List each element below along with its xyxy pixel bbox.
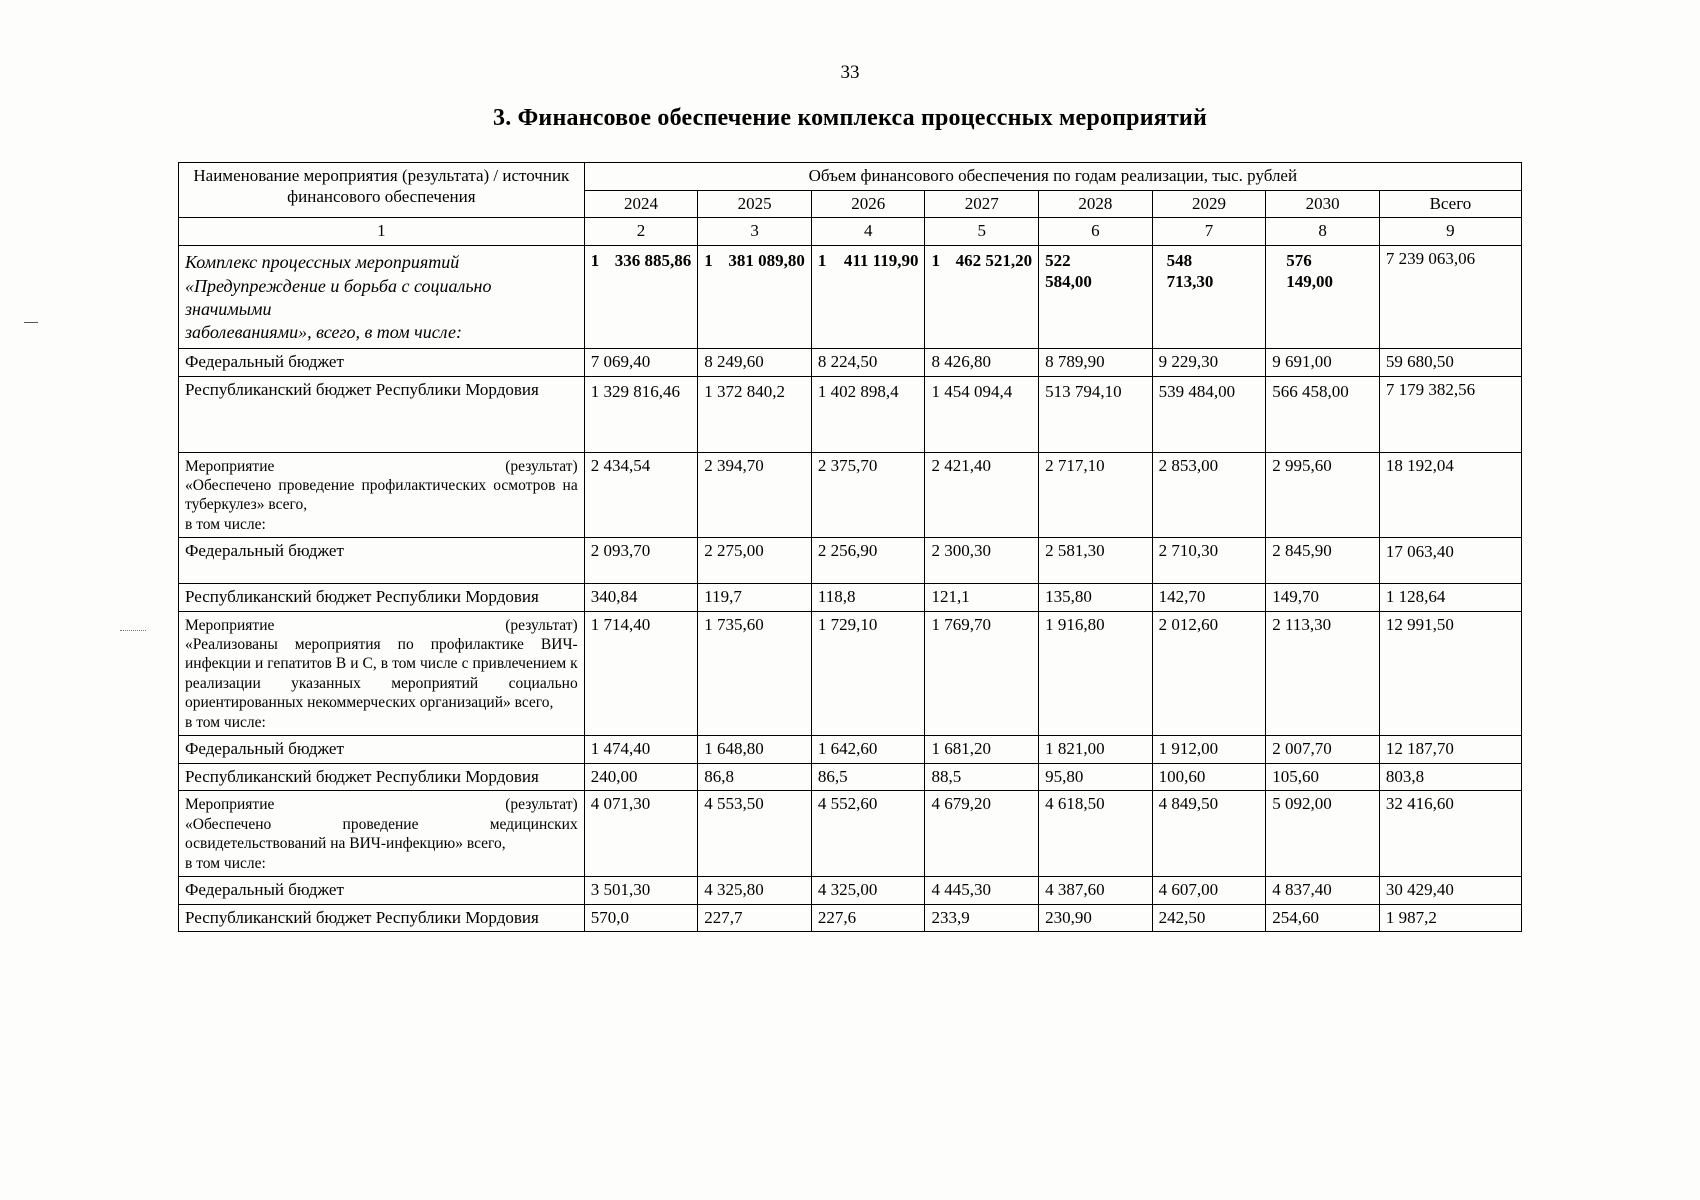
row-value-2026: 8 224,50 [811,348,925,376]
row-value-2030: 2 113,30 [1266,611,1380,735]
row-value-2029: 4 607,00 [1152,876,1266,904]
row-value-2025: 8 249,60 [698,348,812,376]
row-name-line-3: в том числе: [185,515,266,533]
row-name [179,246,585,349]
header-year-2026: 2026 [811,190,925,218]
row-name-prefix: Мероприятие [185,616,275,634]
row-value-2024: 340,84 [584,584,698,612]
row-total: 59 680,50 [1379,348,1521,376]
row-value-2024: 7 069,40 [584,348,698,376]
row-value-2024: 4 071,30 [584,791,698,877]
row-value-2030: 2 995,60 [1266,452,1380,538]
row-value-2030 [1266,246,1380,349]
value-frac: 411 119,90 [843,251,919,271]
row-value-2024: 1 474,40 [584,735,698,763]
row-value-2026: 1 729,10 [811,611,925,735]
row-value-2024: 1 329 816,46 [584,376,698,452]
header-name-column: Наименование мероприятия (результата) / источник финансового обеспечения [179,163,585,218]
row-name: Федеральный бюджет [179,735,585,763]
value-int: 1 [704,251,713,271]
row-value-2025: 1 372 840,2 [698,376,812,452]
table-row [179,876,1522,904]
row-total: 12 187,70 [1379,735,1521,763]
row-name [179,611,585,735]
row-name: Федеральный бюджет [179,348,585,376]
table-row [179,348,1522,376]
row-value-2026: 4 325,00 [811,876,925,904]
row-value-2029 [1152,246,1266,349]
row-value-2025: 4 325,80 [698,876,812,904]
table-row [179,246,1522,349]
row-value-2030: 9 691,00 [1266,348,1380,376]
row-value-2029: 242,50 [1152,904,1266,932]
row-name-line-1 [185,457,578,476]
row-value-2030: 2 845,90 [1266,538,1380,584]
row-total: 17 063,40 [1379,538,1521,584]
row-value-2026: 2 256,90 [811,538,925,584]
value-frac: 336 885,86 [614,251,692,271]
row-total: 1 128,64 [1379,584,1521,612]
row-value-2027: 2 300,30 [925,538,1039,584]
row-value-2024: 570,0 [584,904,698,932]
table-row [179,376,1522,452]
row-name-line-1 [185,795,578,814]
value-int: 522 [1045,251,1071,271]
colnum-9: 9 [1379,218,1521,246]
row-value-2024: 3 501,30 [584,876,698,904]
row-name-suffix: (результат) [505,616,578,634]
row-value-2026: 1 402 898,4 [811,376,925,452]
row-name-suffix: (результат) [505,796,578,814]
row-name-line-2: «Обеспечено проведение медицинских освидетельствований на ВИЧ-инфекцию» всего, [185,815,578,853]
row-value-2025: 2 394,70 [698,452,812,538]
colnum-8: 8 [1266,218,1380,246]
row-value-2026: 1 642,60 [811,735,925,763]
row-value-2028: 4 387,60 [1039,876,1153,904]
table-body [179,246,1522,932]
row-value-2027: 1 681,20 [925,735,1039,763]
row-value-2024: 240,00 [584,763,698,791]
table-row [179,538,1522,584]
row-value-2030: 566 458,00 [1266,376,1380,452]
row-value-2030: 149,70 [1266,584,1380,612]
row-total: 18 192,04 [1379,452,1521,538]
row-total: 7 239 063,06 [1379,246,1521,349]
row-value-2024 [584,246,698,349]
value-frac: 713,30 [1166,271,1214,291]
row-name [179,452,585,538]
row-name-line-1: Комплекс процессных мероприятий [185,252,460,273]
row-name-line-2: «Обеспечено проведение профилактических осмотров на туберкулез» всего, [185,476,578,514]
row-value-2026: 118,8 [811,584,925,612]
row-value-2025: 227,7 [698,904,812,932]
row-value-2028 [1039,246,1153,349]
header-year-2028: 2028 [1039,190,1153,218]
row-value-2027: 88,5 [925,763,1039,791]
row-value-2027: 2 421,40 [925,452,1039,538]
row-value-2025: 119,7 [698,584,812,612]
row-name [179,791,585,877]
row-value-2025: 1 648,80 [698,735,812,763]
row-name: Федеральный бюджет [179,538,585,584]
row-value-2029: 2 710,30 [1152,538,1266,584]
row-total: 32 416,60 [1379,791,1521,877]
row-name-line-3: в том числе: [185,854,266,872]
row-value-2025 [698,246,812,349]
row-total: 803,8 [1379,763,1521,791]
row-name-line-3: в том числе: [185,713,266,731]
row-value-2027: 4 445,30 [925,876,1039,904]
header-year-2029: 2029 [1152,190,1266,218]
row-value-2028: 2 717,10 [1039,452,1153,538]
table-header [179,163,1522,246]
row-value-2025: 1 735,60 [698,611,812,735]
row-value-2028: 1 916,80 [1039,611,1153,735]
table-row [179,611,1522,735]
column-number-row [179,218,1522,246]
row-value-2027: 1 769,70 [925,611,1039,735]
table-row [179,904,1522,932]
row-name: Республиканский бюджет Республики Мордовия [179,904,585,932]
value-int: 1 [931,251,940,271]
row-value-2030: 254,60 [1266,904,1380,932]
value-int: 548 [1166,251,1193,271]
table-row [179,763,1522,791]
row-value-2027: 233,9 [925,904,1039,932]
value-int: 1 [817,251,827,271]
row-name-suffix: (результат) [505,457,578,475]
row-value-2027: 8 426,80 [925,348,1039,376]
row-total: 12 991,50 [1379,611,1521,735]
row-value-2028: 2 581,30 [1039,538,1153,584]
row-name-line-2: «Реализованы мероприятия по профилактике ВИЧ-инфекции и гепатитов В и С, в том числе с привлечением к реализации указанных мероприятий социально ориентированных некоммерческих организаций» всего, [185,636,578,712]
row-value-2025: 4 553,50 [698,791,812,877]
colnum-5: 5 [925,218,1039,246]
row-value-2029: 100,60 [1152,763,1266,791]
row-value-2026 [811,246,925,349]
row-value-2026: 227,6 [811,904,925,932]
row-name-prefix: Мероприятие [185,796,275,814]
row-total: 7 179 382,56 [1379,376,1521,452]
table-row [179,735,1522,763]
row-name-line-2: «Предупреждение и борьба с социально значимыми [185,275,492,319]
row-value-2030: 105,60 [1266,763,1380,791]
header-year-2025: 2025 [698,190,812,218]
colnum-3: 3 [698,218,812,246]
value-frac: 584,00 [1045,271,1092,291]
row-value-2026: 4 552,60 [811,791,925,877]
margin-mark-secondary [120,630,146,632]
row-value-2029: 4 849,50 [1152,791,1266,877]
row-value-2026: 86,5 [811,763,925,791]
page-number: 33 [840,62,860,83]
colnum-2: 2 [584,218,698,246]
financial-table [178,162,1522,932]
row-value-2027: 121,1 [925,584,1039,612]
row-value-2029: 1 912,00 [1152,735,1266,763]
colnum-4: 4 [811,218,925,246]
row-value-2024: 2 434,54 [584,452,698,538]
row-total: 1 987,2 [1379,904,1521,932]
header-volume-column: Объем финансового обеспечения по годам реализации, тыс. рублей [584,163,1521,191]
row-value-2030: 4 837,40 [1266,876,1380,904]
header-year-2030: 2030 [1266,190,1380,218]
colnum-7: 7 [1152,218,1266,246]
row-value-2030: 2 007,70 [1266,735,1380,763]
row-value-2029: 9 229,30 [1152,348,1266,376]
row-value-2027: 1 454 094,4 [925,376,1039,452]
table-row [179,791,1522,877]
row-value-2027: 4 679,20 [925,791,1039,877]
row-name-prefix: Мероприятие [185,457,275,475]
value-int: 1 [590,251,600,271]
row-value-2029: 142,70 [1152,584,1266,612]
row-value-2028: 513 794,10 [1039,376,1153,452]
row-value-2028: 135,80 [1039,584,1153,612]
value-frac: 149,00 [1286,271,1334,291]
header-year-2027: 2027 [925,190,1039,218]
row-value-2030: 5 092,00 [1266,791,1380,877]
page-title: 3. Финансовое обеспечение комплекса процессных мероприятий [493,105,1207,131]
row-name: Республиканский бюджет Республики Мордовия [179,763,585,791]
row-value-2028: 230,90 [1039,904,1153,932]
value-frac: 462 521,20 [955,251,1033,271]
row-value-2027 [925,246,1039,349]
value-int: 576 [1286,251,1312,271]
colnum-6: 6 [1039,218,1153,246]
header-total: Всего [1379,190,1521,218]
header-row-top [179,163,1522,191]
colnum-1: 1 [179,218,585,246]
row-value-2028: 8 789,90 [1039,348,1153,376]
row-value-2029: 539 484,00 [1152,376,1266,452]
row-value-2028: 1 821,00 [1039,735,1153,763]
table-row [179,584,1522,612]
table-row [179,452,1522,538]
row-value-2024: 2 093,70 [584,538,698,584]
margin-mark [24,322,38,324]
row-name: Федеральный бюджет [179,876,585,904]
row-value-2029: 2 853,00 [1152,452,1266,538]
row-value-2026: 2 375,70 [811,452,925,538]
row-value-2025: 86,8 [698,763,812,791]
row-name-line-1 [185,616,578,635]
row-value-2028: 4 618,50 [1039,791,1153,877]
row-total: 30 429,40 [1379,876,1521,904]
row-value-2024: 1 714,40 [584,611,698,735]
value-frac: 381 089,80 [728,251,805,271]
row-name: Республиканский бюджет Республики Мордовия [179,376,585,452]
row-value-2025: 2 275,00 [698,538,812,584]
header-year-2024: 2024 [584,190,698,218]
row-name: Республиканский бюджет Республики Мордовия [179,584,585,612]
row-name-line-3: заболеваниями», всего, в том числе: [185,322,462,343]
row-value-2029: 2 012,60 [1152,611,1266,735]
row-value-2028: 95,80 [1039,763,1153,791]
